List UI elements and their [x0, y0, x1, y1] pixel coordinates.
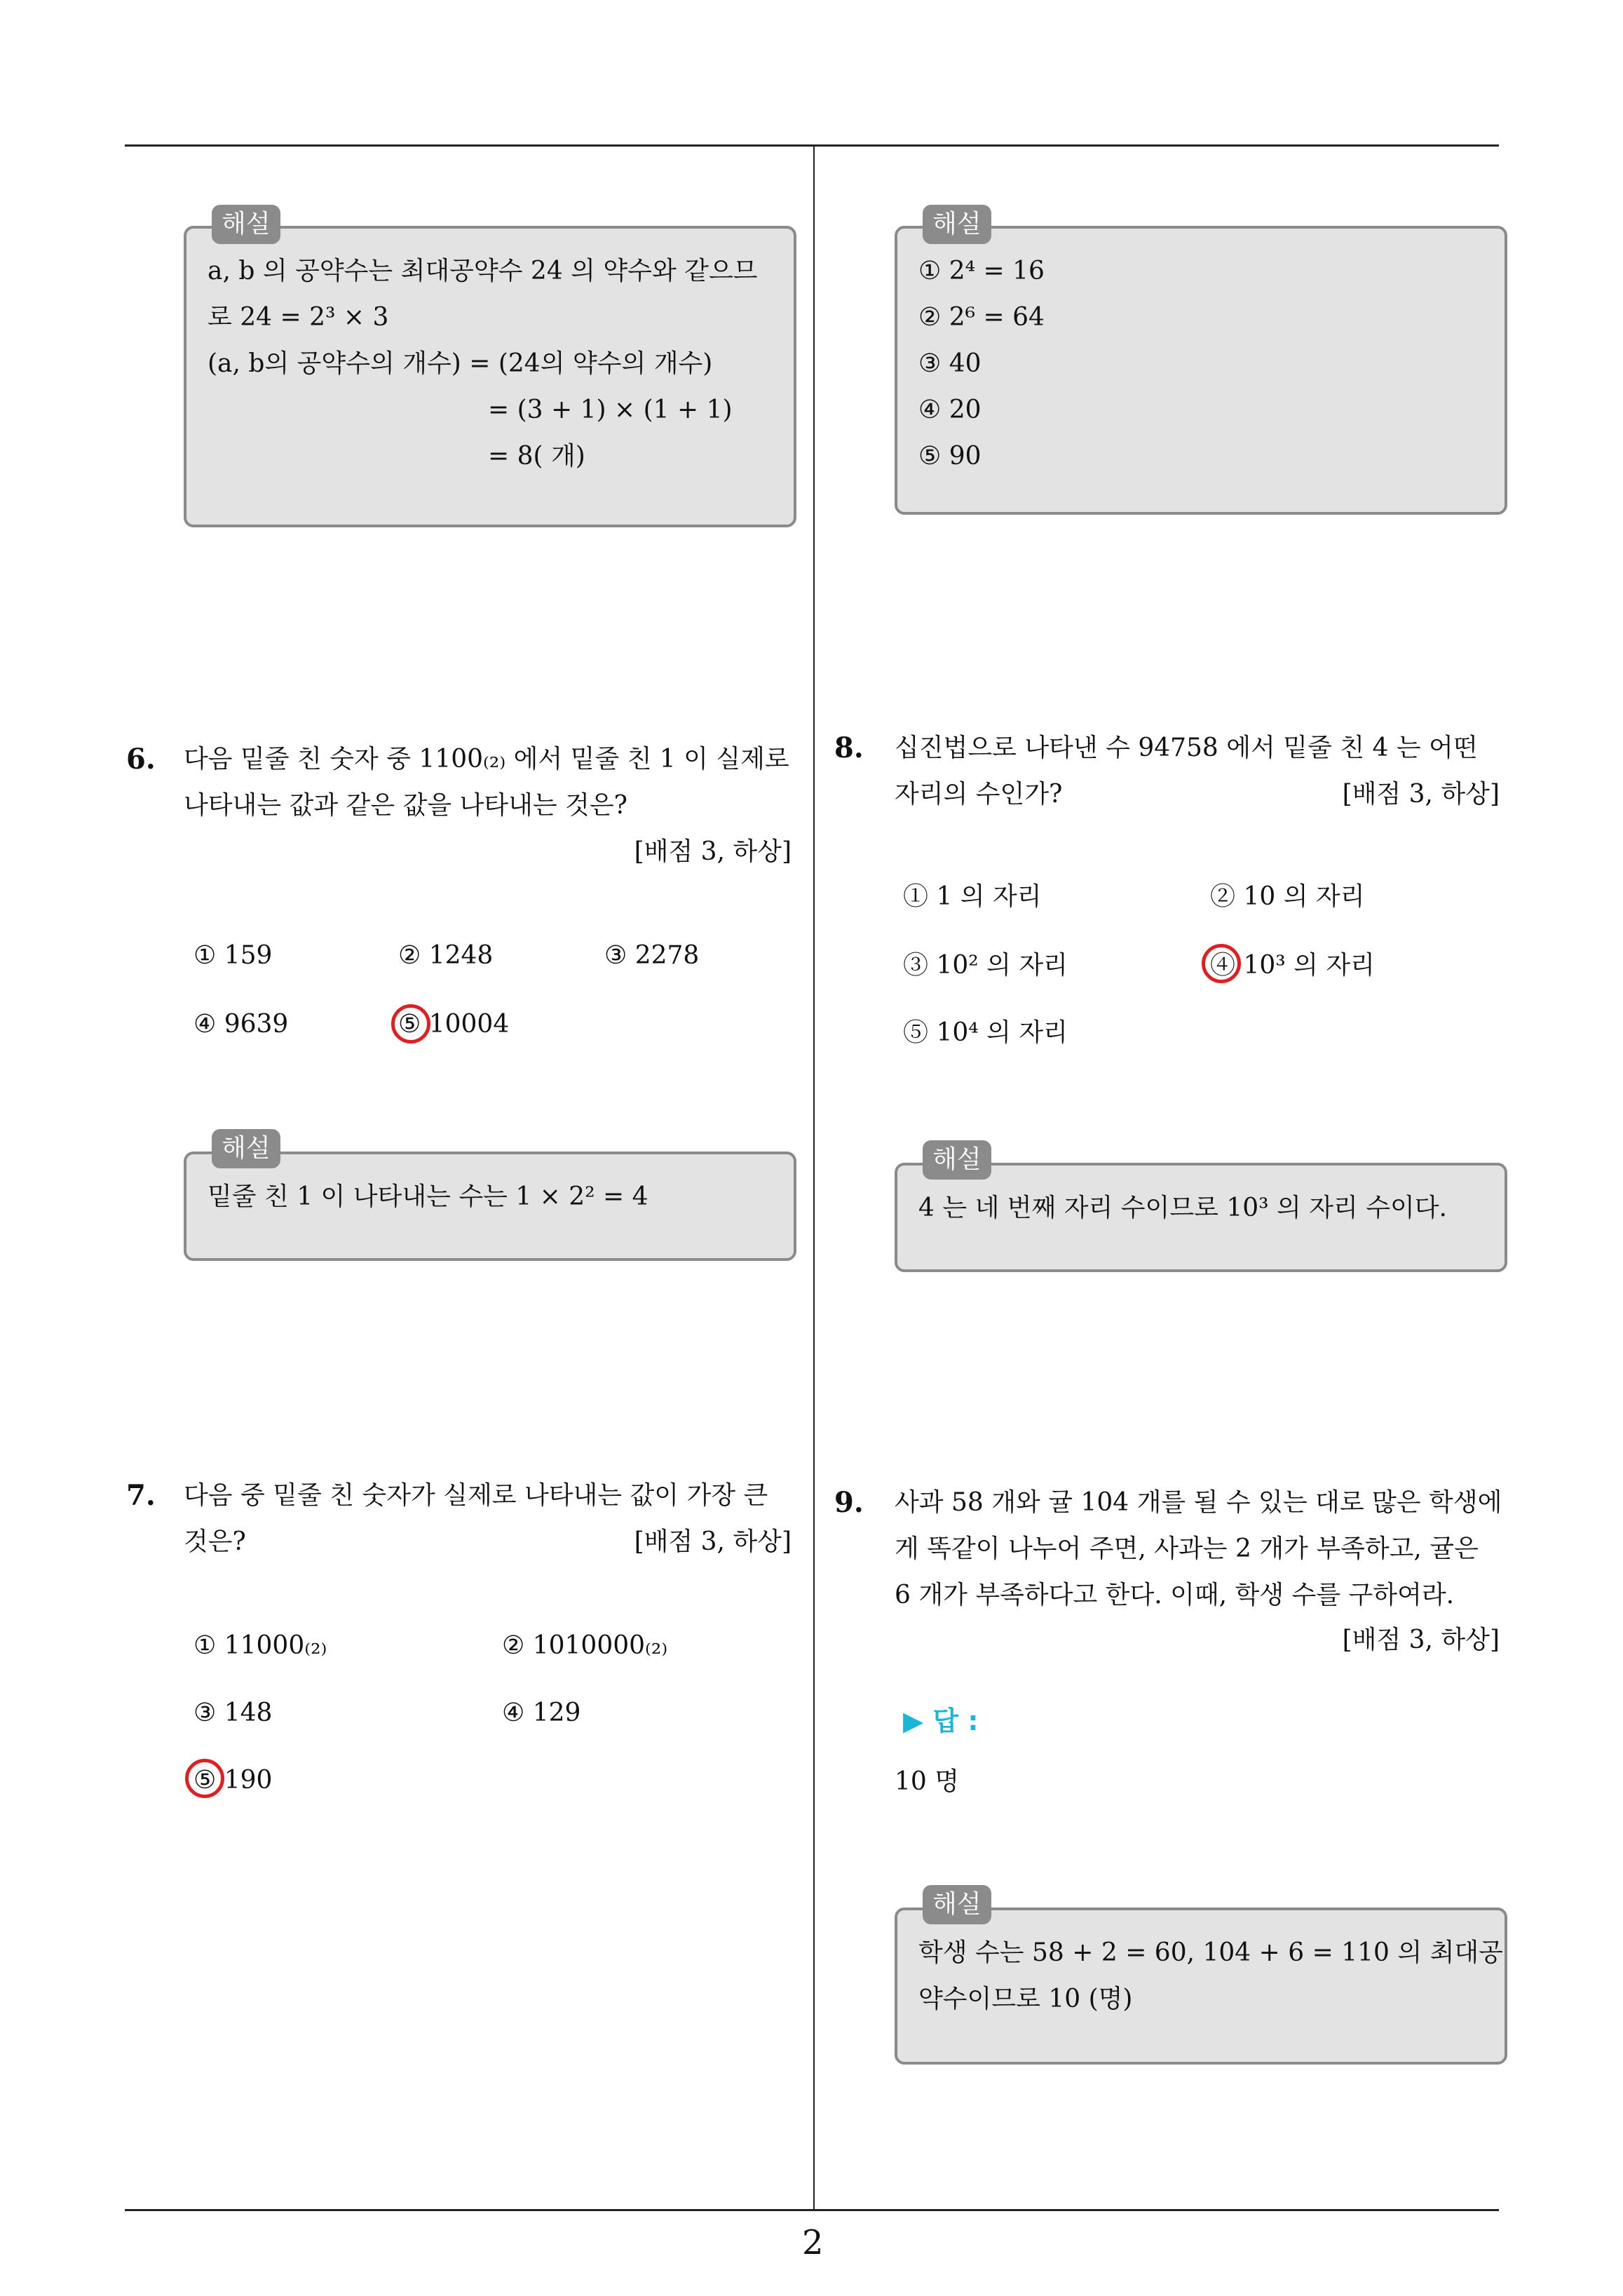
top-rule — [125, 144, 1499, 147]
answer-circle-mark — [185, 1759, 224, 1798]
solution-tag: 해설 — [212, 205, 280, 244]
answer-circle-mark — [391, 1004, 430, 1044]
page-number: 2 — [802, 2223, 824, 2262]
question-line: 자리의 수인가? — [895, 780, 1063, 809]
choice-3[interactable]: ③ 2278 — [604, 941, 700, 970]
choice-4[interactable]: ④ 129 — [502, 1699, 581, 1727]
column-divider — [813, 144, 815, 2210]
choice-3[interactable]: ③ 148 — [193, 1699, 273, 1727]
question-number: 7. — [126, 1479, 156, 1512]
solution-box-q7 — [895, 226, 1507, 515]
question-line: 6 개가 부족하다고 한다. 이때, 학생 수를 구하여라. — [895, 1581, 1455, 1609]
bottom-rule — [125, 2209, 1499, 2211]
choice-1[interactable]: ① 1 의 자리 — [903, 882, 1042, 911]
question-text — [184, 736, 789, 829]
choice-2[interactable]: ② 10 의 자리 — [1210, 882, 1365, 911]
solution-line: 4 는 네 번째 자리 수이므로 10³ 의 자리 수이다. — [918, 1194, 1447, 1222]
question-line: 십진법으로 나타낸 수 94758 에서 밑줄 친 4 는 어떤 — [895, 734, 1478, 762]
answer-label: ▶ 답 : — [903, 1706, 979, 1736]
solution-line: = 8( 개) — [488, 442, 585, 471]
question-line: 다음 중 밑줄 친 숫자가 실제로 나타내는 값이 가장 큰 — [184, 1481, 768, 1510]
choice-2[interactable]: ② 1248 — [398, 941, 494, 970]
question-number: 9. — [834, 1486, 864, 1519]
question-score: [배점 3, 하상] — [634, 1527, 792, 1556]
question-score: [배점 3, 하상] — [1342, 1626, 1500, 1654]
solution-line: 학생 수는 58 + 2 = 60, 104 + 6 = 110 의 최대공 — [918, 1938, 1503, 1967]
solution-tag: 해설 — [923, 1140, 991, 1180]
question-score: [배점 3, 하상] — [634, 837, 792, 866]
solution-line: ④ 20 — [918, 396, 982, 424]
solution-tag: 해설 — [923, 205, 991, 244]
choice-1[interactable]: ① 11000₍₂₎ — [193, 1631, 327, 1660]
question-number: 8. — [834, 731, 864, 764]
question-line: 것은? — [184, 1527, 246, 1556]
question-score: [배점 3, 하상] — [1342, 780, 1500, 809]
solution-line: ② 2⁶ = 64 — [918, 303, 1045, 332]
solution-tag: 해설 — [212, 1129, 280, 1168]
solution-line: = (3 + 1) × (1 + 1) — [488, 396, 733, 424]
choice-5[interactable]: ⑤ 190 — [193, 1766, 273, 1795]
solution-line: 약수이므로 10 (명) — [918, 1985, 1133, 2013]
choice-5[interactable]: ⑤ 10004 — [398, 1010, 510, 1039]
solution-line: a, b 의 공약수는 최대공약수 24 의 약수와 같으므 — [208, 257, 758, 285]
choice-3[interactable]: ③ 10² 의 자리 — [903, 951, 1068, 980]
choice-4[interactable]: ④ 10³ 의 자리 — [1210, 951, 1375, 980]
solution-box-q5 — [184, 226, 796, 527]
choice-4[interactable]: ④ 9639 — [193, 1010, 289, 1039]
solution-line: ③ 40 — [918, 349, 982, 378]
solution-tag: 해설 — [923, 1885, 991, 1924]
answer-circle-mark — [1202, 944, 1241, 983]
question-number: 6. — [126, 743, 156, 776]
question-line: 게 똑같이 나누어 주면, 사과는 2 개가 부족하고, 귤은 — [895, 1534, 1479, 1563]
question-text — [895, 1480, 1502, 1619]
solution-box-q9 — [895, 1907, 1507, 2065]
choice-1[interactable]: ① 159 — [193, 941, 273, 970]
choice-5[interactable]: ⑤ 10⁴ 의 자리 — [903, 1018, 1068, 1047]
question-line: 나타내는 값과 같은 값을 나타내는 것은? — [184, 791, 627, 820]
solution-box-q6 — [184, 1152, 796, 1261]
choice-2[interactable]: ② 1010000₍₂₎ — [502, 1631, 668, 1660]
solution-line: 밑줄 친 1 이 나타내는 수는 1 × 2² = 4 — [208, 1182, 648, 1211]
solution-line: ① 2⁴ = 16 — [918, 257, 1045, 285]
solution-line: (a, b의 공약수의 개수) = (24의 약수의 개수) — [208, 349, 713, 378]
solution-box-q8 — [895, 1163, 1507, 1272]
solution-line: ⑤ 90 — [918, 442, 982, 471]
answer-value: 10 명 — [895, 1767, 960, 1796]
question-line: 다음 밑줄 친 숫자 중 1100₍₂₎ 에서 밑줄 친 1 이 실제로 — [184, 745, 789, 774]
solution-line: 로 24 = 2³ × 3 — [208, 303, 389, 332]
question-line: 사과 58 개와 귤 104 개를 될 수 있는 대로 많은 학생에 — [895, 1488, 1502, 1517]
